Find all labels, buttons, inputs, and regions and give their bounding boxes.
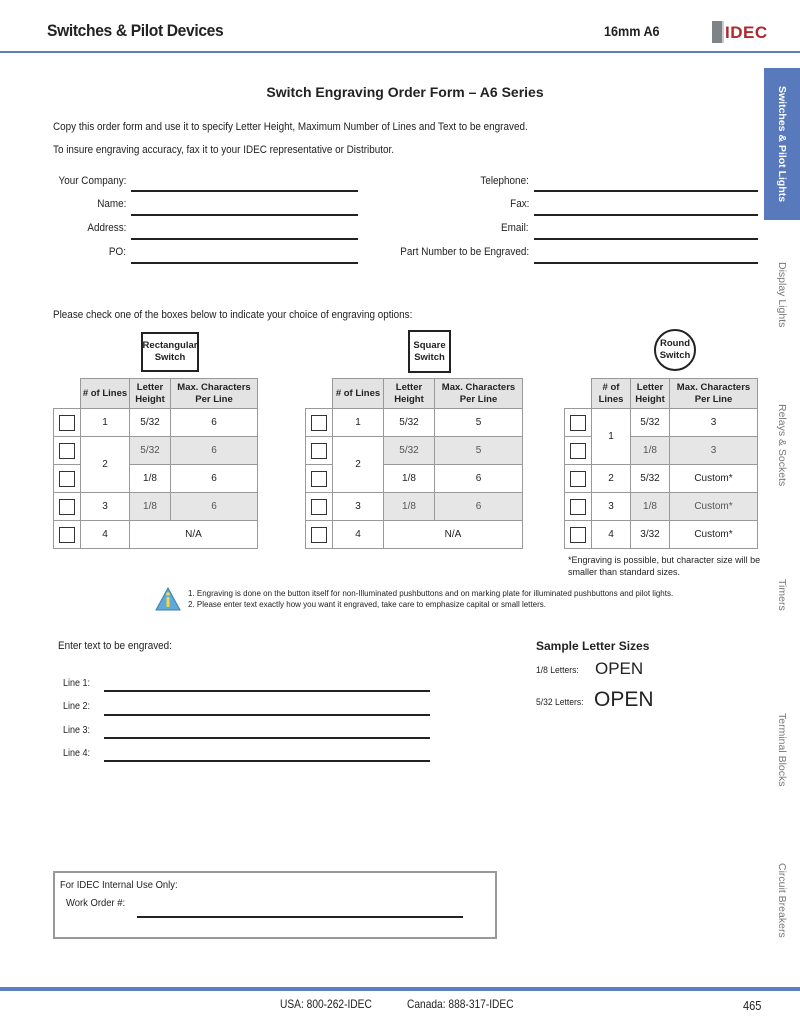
side-tab-circuit-breakers[interactable]	[764, 855, 800, 945]
max-cell: 6	[171, 409, 258, 437]
side-tab-label: Switches & Pilot Lights	[776, 85, 788, 203]
height-cell: 1/8	[130, 465, 171, 493]
table-row	[54, 409, 258, 437]
telephone-field[interactable]	[534, 190, 758, 192]
col-header-height: Letter Height	[631, 379, 670, 409]
form-title: Switch Engraving Order Form – A6 Series	[266, 84, 544, 100]
address-field[interactable]	[131, 238, 358, 240]
option-checkbox[interactable]	[59, 527, 75, 543]
col-header-height: Letter Height	[384, 379, 435, 409]
option-checkbox[interactable]	[570, 443, 586, 459]
side-tab-label: Relays & Sockets	[776, 403, 788, 487]
table-row	[54, 437, 258, 465]
shape-label: Switch	[154, 352, 186, 363]
table-row	[565, 493, 758, 521]
na-cell: N/A	[130, 521, 258, 549]
shape-label: Switch	[659, 350, 691, 361]
blank-header	[565, 379, 592, 409]
part-number-field[interactable]	[534, 262, 758, 264]
side-tab-label: Display Lights	[776, 262, 788, 328]
lines-cell: 1	[81, 409, 130, 437]
max-cell: Custom*	[670, 493, 758, 521]
samples-title: Sample Letter Sizes	[536, 639, 650, 653]
col-header-max: Max. Characters Per Line	[435, 379, 523, 409]
name-label: Name:	[96, 198, 126, 210]
sample-label-5-32: 5/32 Letters:	[536, 697, 584, 708]
height-cell: 1/8	[130, 493, 171, 521]
lines-cell: 3	[333, 493, 384, 521]
option-checkbox[interactable]	[59, 443, 75, 459]
section-title: Switches & Pilot Devices	[47, 21, 224, 40]
table-row	[306, 521, 523, 549]
max-cell: 6	[171, 437, 258, 465]
line-2-label: Line 2:	[63, 701, 91, 712]
lines-cell: 4	[81, 521, 130, 549]
fax-field[interactable]	[534, 214, 758, 216]
height-cell: 5/32	[384, 409, 435, 437]
logo-text: IDEC	[725, 23, 768, 42]
note-1: 1. Engraving is done on the button itself for non-Illuminated pushbuttons and on marking plate for illuminated pushbuttons and pilot lights.	[188, 589, 674, 598]
series-label: 16mm A6	[604, 23, 660, 39]
work-order-field[interactable]	[137, 916, 463, 918]
note-2: 2. Please enter text exactly how you want it engraved, take care to emphasize capital or small letters.	[188, 600, 546, 609]
side-tab-display-lights[interactable]	[764, 255, 800, 335]
company-field[interactable]	[131, 190, 358, 192]
company-label: Your Company:	[58, 175, 126, 187]
side-tab-label: Terminal Blocks	[776, 713, 788, 787]
line-1-label: Line 1:	[63, 678, 91, 689]
part-number-label: Part Number to be Engraved:	[400, 246, 529, 258]
info-icon	[155, 587, 181, 611]
side-tab-terminal-blocks[interactable]	[764, 705, 800, 795]
round-switch-shape	[654, 329, 696, 371]
height-cell: 1/8	[384, 493, 435, 521]
lines-cell: 4	[333, 521, 384, 549]
intro-text-2: To insure engraving accuracy, fax it to your IDEC representative or Distributor.	[53, 144, 394, 156]
rectangular-options-table	[53, 378, 258, 549]
option-checkbox[interactable]	[59, 471, 75, 487]
max-cell: 5	[435, 409, 523, 437]
option-checkbox[interactable]	[311, 415, 327, 431]
table-row	[306, 493, 523, 521]
lines-cell: 1	[592, 409, 631, 465]
engrave-title: Enter text to be engraved:	[58, 640, 172, 652]
shape-label: Square	[413, 339, 446, 351]
intro-text-1: Copy this order form and use it to specify Letter Height, Maximum Number of Lines and Text to be engraved.	[53, 121, 528, 133]
telephone-label: Telephone:	[480, 175, 529, 187]
table-row	[54, 493, 258, 521]
height-cell: 1/8	[631, 493, 670, 521]
name-field[interactable]	[131, 214, 358, 216]
line-2-field[interactable]	[104, 714, 430, 716]
blank-header	[54, 379, 81, 409]
logo-mark-icon	[712, 21, 724, 43]
col-header-max: Max. Characters Per Line	[171, 379, 258, 409]
sample-text-1-8: OPEN	[595, 659, 644, 678]
height-cell: 1/8	[631, 437, 670, 465]
canada-phone: Canada: 888-317-IDEC	[407, 997, 514, 1011]
table-row	[565, 521, 758, 549]
table-row	[306, 409, 523, 437]
side-tab-relays-sockets[interactable]	[764, 400, 800, 490]
col-header-lines: # of Lines	[81, 379, 130, 409]
lines-cell: 2	[333, 437, 384, 493]
page-number: 465	[743, 998, 762, 1013]
height-cell: 1/8	[384, 465, 435, 493]
email-label: Email:	[501, 222, 529, 234]
square-switch-shape	[408, 330, 451, 373]
option-checkbox[interactable]	[311, 499, 327, 515]
height-cell: 5/32	[631, 465, 670, 493]
po-label: PO:	[108, 246, 126, 258]
option-checkbox[interactable]	[570, 499, 586, 515]
option-checkbox[interactable]	[570, 471, 586, 487]
col-header-max: Max. Characters Per Line	[670, 379, 758, 409]
max-cell: 6	[435, 465, 523, 493]
shape-label: Rectangular	[142, 340, 198, 351]
option-checkbox[interactable]	[311, 471, 327, 487]
max-cell: Custom*	[670, 465, 758, 493]
height-cell: 5/32	[130, 437, 171, 465]
max-cell: 5	[435, 437, 523, 465]
lines-cell: 4	[592, 521, 631, 549]
address-label: Address:	[86, 222, 126, 234]
line-4-field[interactable]	[104, 760, 430, 762]
side-tab-label: Timers	[776, 579, 788, 611]
max-cell: 6	[435, 493, 523, 521]
idec-logo	[712, 21, 768, 43]
email-field[interactable]	[534, 238, 758, 240]
line-3-label: Line 3:	[63, 725, 91, 736]
table-row	[306, 437, 523, 465]
lines-cell: 3	[592, 493, 631, 521]
work-order-label: Work Order #:	[66, 897, 126, 909]
table-row	[565, 409, 758, 437]
usa-phone: USA: 800-262-IDEC	[280, 997, 372, 1011]
fax-label: Fax:	[509, 198, 529, 210]
po-field[interactable]	[131, 262, 358, 264]
shape-label: Round	[659, 338, 691, 349]
table-row	[565, 465, 758, 493]
lines-cell: 2	[592, 465, 631, 493]
option-checkbox[interactable]	[570, 415, 586, 431]
footer-divider	[0, 987, 800, 991]
max-cell: 6	[171, 493, 258, 521]
lines-cell: 1	[333, 409, 384, 437]
header-divider	[0, 51, 800, 53]
shape-label: Switch	[414, 351, 445, 363]
max-cell: 3	[670, 437, 758, 465]
option-checkbox[interactable]	[570, 527, 586, 543]
height-cell: 5/32	[631, 409, 670, 437]
side-tab-timers[interactable]	[764, 570, 800, 620]
line-3-field[interactable]	[104, 737, 430, 739]
blank-header	[306, 379, 333, 409]
option-checkbox[interactable]	[311, 527, 327, 543]
height-cell: 5/32	[130, 409, 171, 437]
square-options-table	[305, 378, 523, 549]
max-cell: 3	[670, 409, 758, 437]
rectangular-switch-shape	[141, 332, 199, 372]
col-header-height: Letter Height	[130, 379, 171, 409]
height-cell: 3/32	[631, 521, 670, 549]
line-1-field[interactable]	[104, 690, 430, 692]
lines-cell: 2	[81, 437, 130, 493]
max-cell: Custom*	[670, 521, 758, 549]
round-options-table	[564, 378, 758, 549]
max-cell: 6	[171, 465, 258, 493]
side-tab-label: Circuit Breakers	[776, 862, 788, 938]
line-4-label: Line 4:	[63, 748, 91, 759]
col-header-lines: # of Lines	[592, 379, 631, 409]
round-footnote-1: *Engraving is possible, but character size will be	[568, 555, 761, 565]
internal-use-title: For IDEC Internal Use Only:	[60, 879, 178, 891]
round-footnote-2: smaller than standard sizes.	[568, 567, 681, 577]
sample-text-5-32: OPEN	[594, 688, 654, 711]
option-checkbox[interactable]	[59, 499, 75, 515]
na-cell: N/A	[384, 521, 523, 549]
options-instruction: Please check one of the boxes below to indicate your choice of engraving options:	[53, 309, 413, 321]
sample-label-1-8: 1/8 Letters:	[536, 665, 579, 676]
lines-cell: 3	[81, 493, 130, 521]
option-checkbox[interactable]	[59, 415, 75, 431]
height-cell: 5/32	[384, 437, 435, 465]
table-row	[54, 521, 258, 549]
option-checkbox[interactable]	[311, 443, 327, 459]
col-header-lines: # of Lines	[333, 379, 384, 409]
